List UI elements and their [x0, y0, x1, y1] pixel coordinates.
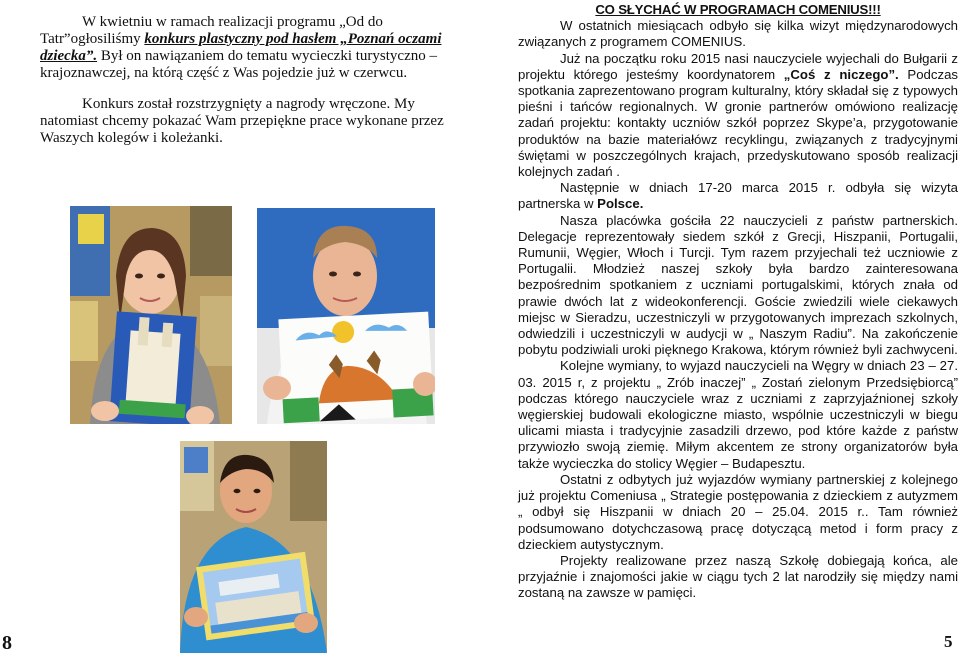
paragraph-spain: Ostatni z odbytych już wyjazdów wymiany partnerskiej z kolejnego już projektu Comeniusa „ Strategie postępowania z dzieckiem z autyzmem „ odbył się Hiszpanii w dniach 20 – 25.04. 2015 r.. Tam również podsumowano dotychczasową pracę dotyczącą metod i form pracy z dzieckiem autystycznym. [518, 471, 958, 552]
page-number-left: 8 [2, 632, 12, 654]
paragraph-intro: W ostatnich miesiącach odbyło się kilka wizyt międzynarodowych związanych z programem COMENIUS. [518, 18, 958, 50]
paragraph-bulgaria: Już na początku roku 2015 nasi nauczyciele wyjechali do Bułgarii z projektu którego jesteśmy koordynatorem „Coś z niczego”. Podczas spotkania zaprezentowano program kulturalny, który składał się z typowych pieśni i tańców regionalnych. W gronie partnerów omówiono realizację zadań projektu: kontakty uczniów szkół poprzez Skype’a, przygotowanie produktów na bazie materiałówz recyklingu, związanych z tradycyjnymi świętami w poszczególnych krajach, przedyskutowano sposób realizacji kolejnych zadań . [518, 50, 959, 180]
photo-boy-with-deer-drawing [257, 208, 435, 424]
section-heading: CO SŁYCHAĆ W PROGRAMACH COMENIUS!!! [595, 2, 881, 17]
paragraph-poland-visit: Następnie w dniach 17-20 marca 2015 r. odbyła się wizyta partnerska w Polsce. [518, 180, 958, 212]
left-page-text [40, 14, 465, 147]
page-number-right: 5 [944, 632, 953, 651]
paragraph-closing: Projekty realizowane przez naszą Szkołę dobiegają końca, ale przyjaźnie i znajomości jakie w ciągu tych 2 lat narodziły się między nami zostaną na zawsze w pamięci. [518, 552, 958, 601]
contest-title: konkurs plastyczny pod hasłem „Poznań oczami dziecka”. [40, 31, 442, 64]
paragraph-hungary: Kolejne wymiany, to wyjazd nauczycieli na Węgry w dniach 23 – 27. 03. 2015 r, z projektu „ Zrób inaczej” „ Zostań zielonym Przedsiębiorcą” podczas którego nauczyciele wraz z uczniami z zaprzyjaźnionej szkoły węgierskiej budowali ekologiczne miasto, wspólnie uczestniczyli w biegu ulicami miasta i tradycyjnie zasadzili drzewo, pod które każde z państw przywiozło swoją ziemię. Miłym akcentem ze strony organizatorów była także wycieczka do stolicy Węgier – Budapesztu. [518, 358, 958, 471]
results-paragraph: Konkurs został rozstrzygnięty a nagrody wręczone. My natomiast chcemy pokazać Wam przepiękne prace wykonane przez Waszych kolegów i koleżanki. [40, 96, 444, 146]
country-poland: Polsce. [597, 196, 644, 212]
paragraph-guests: Nasza placówka gościła 22 nauczycieli z państw partnerskich. Delegacje reprezentowały siedem szkół z Grecji, Hiszpanii, Portugalii, Rumunii, Węgier, Włoch i Turcji. Tym razem przyjechali też uczniowie z Portugalii. Młodzież naszej szkoły była bardzo zainteresowana bezpośrednim spotkaniem z uczniami portugalskimi, których znała od prawie dwóch lat z wideokonferencji. Goście zwiedzili wiele ciekawych miejsc w Sieradzu, uczestniczyli w przygotowanych imprezach szkolnych, odwiedzili i uczestniczyli w audycji w „ Naszym Radiu”. Na zakończenie pobytu podziwiali uroki pięknego Krakowa, którym również byli zachwyceni. [518, 212, 958, 358]
photo-boy-blue-shirt [180, 441, 327, 653]
right-page-text [518, 2, 958, 602]
photo-girl-with-drawing [70, 206, 232, 424]
project-name: „Coś z niczego”. [783, 66, 899, 82]
contest-announcement: W kwietniu w ramach realizacji programu „Od do Tatr”ogłosiliśmy konkurs plastyczny pod hasłem „Poznań oczami dziecka”. Był on nawiązaniem do tematu wycieczki turystyczno – krajoznawczej, na którą część z Was pojedzie już w czerwcu. [40, 14, 442, 81]
